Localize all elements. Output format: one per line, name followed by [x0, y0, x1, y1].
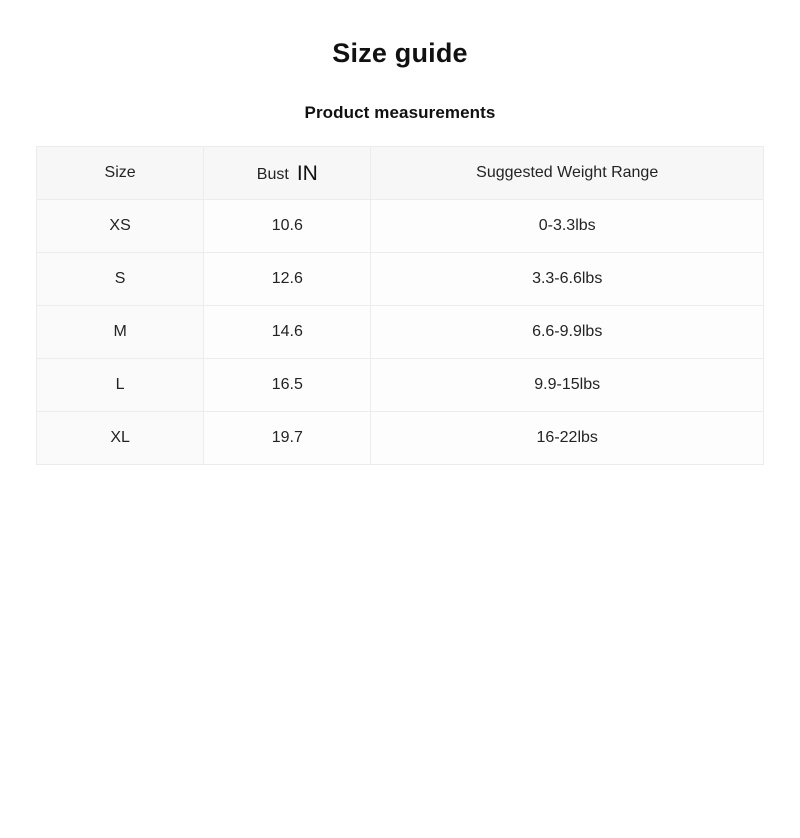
cell-size: L	[37, 359, 204, 412]
cell-weight: 3.3-6.6lbs	[371, 253, 764, 306]
cell-bust: 14.6	[204, 306, 371, 359]
table-header-row	[37, 147, 764, 200]
table-row	[37, 200, 764, 253]
section-subtitle: Product measurements	[304, 103, 496, 122]
table-row	[37, 253, 764, 306]
table-row	[37, 359, 764, 412]
size-table	[36, 146, 764, 465]
size-guide-page	[0, 38, 800, 838]
cell-size: XS	[37, 200, 204, 253]
cell-bust: 10.6	[204, 200, 371, 253]
size-table-container	[36, 146, 764, 465]
cell-weight: 9.9-15lbs	[371, 359, 764, 412]
unit-toggle-in[interactable]: IN	[296, 162, 318, 185]
column-header-bust-label: Bust	[256, 166, 289, 183]
cell-bust: 19.7	[204, 412, 371, 465]
table-row	[37, 412, 764, 465]
cell-size: M	[37, 306, 204, 359]
cell-bust: 12.6	[204, 253, 371, 306]
column-header-weight: Suggested Weight Range	[371, 147, 764, 200]
cell-weight: 0-3.3lbs	[371, 200, 764, 253]
cell-size: XL	[37, 412, 204, 465]
cell-weight: 6.6-9.9lbs	[371, 306, 764, 359]
table-row	[37, 306, 764, 359]
cell-bust: 16.5	[204, 359, 371, 412]
table-header	[37, 147, 764, 200]
column-header-size: Size	[37, 147, 204, 200]
table-body	[37, 200, 764, 465]
column-header-bust	[204, 147, 371, 200]
page-title: Size guide	[332, 38, 468, 68]
cell-weight: 16-22lbs	[371, 412, 764, 465]
cell-size: S	[37, 253, 204, 306]
